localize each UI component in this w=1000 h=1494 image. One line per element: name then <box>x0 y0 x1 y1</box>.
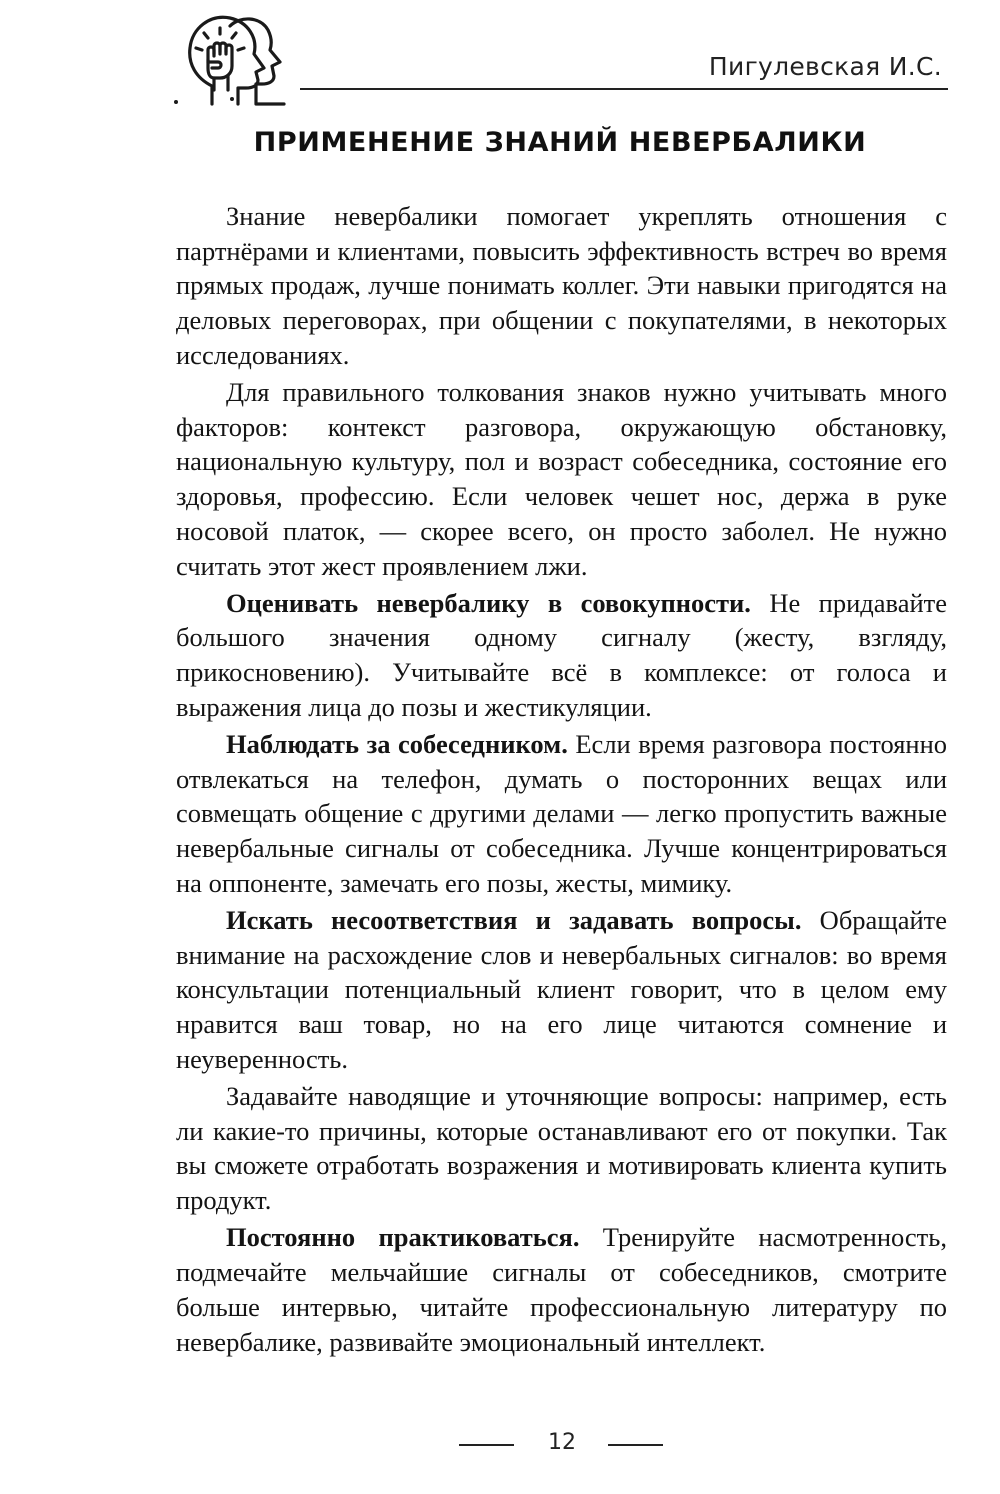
paragraph-lead: Наблюдать за собеседником. <box>226 729 568 760</box>
header-divider <box>300 88 948 90</box>
paragraph <box>176 199 947 373</box>
running-header-author: Пигулевская И.С. <box>708 52 942 81</box>
page-footer <box>0 1430 1000 1462</box>
paragraph <box>176 903 947 1077</box>
paragraph-lead: Искать несоответствия и задавать вопросы. <box>226 905 802 936</box>
paragraph-lead: Оценивать невербалику в совокупности. <box>226 587 751 618</box>
paragraph-text: Для правильного толкования знаков нужно учитывать много факторов: контекст разговора, окружающую обстановку, национальную культуру, пол и возраст собеседника, состояние его здоровья, профессию. Если человек чешет нос, держа в руке носовой платок, — скорее всего, он просто заболел. Не нужно считать этот жест проявлением лжи. <box>176 377 947 581</box>
paragraph-lead: Постоянно практиковаться. <box>226 1222 580 1253</box>
paragraph <box>176 727 947 901</box>
footer-rule-left <box>459 1444 514 1446</box>
paragraph-text: Знание невербалики помогает укреплять отношения с партнёрами и клиентами, повысить эффективность встреч во время прямых продаж, лучше понимать коллег. Эти навыки пригодятся на деловых переговорах, при общении с покупателями, в некоторых исследованиях. <box>176 201 947 370</box>
footer-rule-right <box>608 1444 663 1446</box>
paragraph <box>176 1220 947 1359</box>
page-title: ПРИМЕНЕНИЕ ЗНАНИЙ НЕВЕРБАЛИКИ <box>253 127 867 158</box>
paragraph-text: Обращайте внимание на расхождение слов и невербальных сигналов: во время консультации потенциальный клиент говорит, что в целом ему нравится ваш товар, но на его лице читаются сомнение и неуверенность. <box>176 905 948 1074</box>
paragraph-text: Не придавайте большого значения одному сигналу (жесту, взгляду, прикосновению). Учитывайте всё в комплексе: от голоса и выражения лица до позы и жестикуляции. <box>176 587 947 722</box>
head-fist-icon <box>168 8 286 108</box>
page-number: 12 <box>548 1430 576 1455</box>
paragraph-text: Если время разговора постоянно отвлекаться на телефон, думать о посторонних вещах или совмещать общение с другими делами — легко пропустить важные невербальные сигналы от собеседника. Лучше концентрироваться на оппоненте, замечать его позы, жесты, мимику. <box>176 729 947 898</box>
paragraph-text: Тренируйте насмотренность, подмечайте мельчайшие сигналы от собеседников, смотрите больше интервью, читайте профессиональную литературу по невербалике, развивайте эмоциональный интеллект. <box>176 1222 947 1357</box>
paragraph <box>176 375 947 583</box>
paragraph <box>176 586 947 725</box>
body-text <box>176 199 947 1362</box>
paragraph-text: Задавайте наводящие и уточняющие вопросы: например, есть ли какие-то причины, которые останавливают его от покупки. Так вы сможете отработать возражения и мотивировать клиента купить продукт. <box>176 1081 947 1216</box>
paragraph <box>176 1079 947 1218</box>
